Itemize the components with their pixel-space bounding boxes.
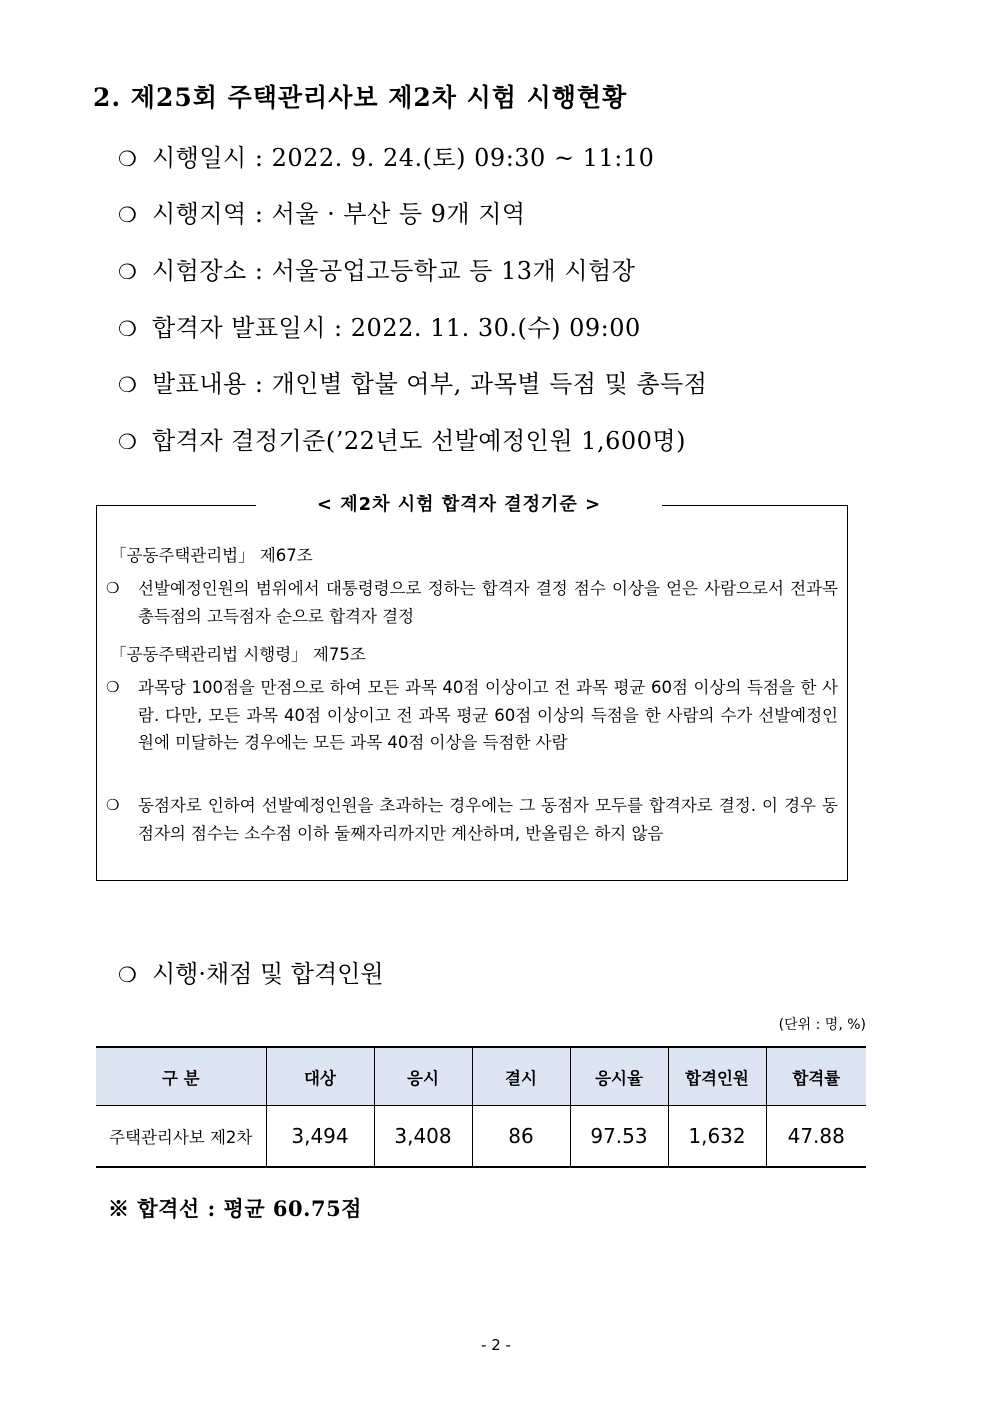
exam-venue-line (118, 251, 635, 286)
circle-bullet-icon: ❍ (118, 147, 138, 171)
column-header-applied: 응시 (374, 1047, 472, 1106)
circle-bullet-icon: ❍ (106, 579, 120, 597)
column-header-absent: 결시 (472, 1047, 570, 1106)
criteria-item-3 (106, 792, 838, 847)
table-row (96, 1106, 866, 1168)
cell-target: 3,494 (266, 1106, 374, 1168)
criteria-item-2 (106, 674, 838, 757)
section-heading: 2. 제25회 주택관리사보 제2차 시험 시행현황 (93, 83, 628, 112)
circle-bullet-icon: ❍ (118, 317, 138, 341)
exam-region-line (118, 194, 526, 229)
circle-bullet-icon: ❍ (118, 373, 138, 397)
law-reference-2: 「공동주택관리법 시행령」 제75조 (110, 645, 366, 664)
results-heading (118, 954, 384, 989)
criteria-item-1 (106, 575, 838, 630)
cell-applied: 3,408 (374, 1106, 472, 1168)
circle-bullet-icon: ❍ (118, 260, 138, 284)
page-number: - 2 - (481, 1336, 511, 1354)
cell-category: 주택관리사보 제2차 (96, 1106, 266, 1168)
column-header-target: 대상 (266, 1047, 374, 1106)
pass-criteria-line (118, 421, 686, 456)
table-header-row (96, 1047, 866, 1106)
column-header-passed: 합격인원 (668, 1047, 766, 1106)
criteria-item-1-text: 선발예정인원의 범위에서 대통령령으로 정하는 합격자 결정 점수 이상을 얻은 사람으로서 전과목 총득점의 고득점자 순으로 합격자 결정 (138, 579, 838, 626)
announcement-content-line (118, 364, 707, 399)
announcement-date-line (118, 308, 641, 343)
cell-passed: 1,632 (668, 1106, 766, 1168)
exam-venue-text: 시험장소 : 서울공업고등학교 등 13개 시험장 (152, 257, 636, 285)
circle-bullet-icon: ❍ (118, 430, 138, 454)
cell-attendance-rate: 97.53 (570, 1106, 668, 1168)
pass-line-note: ※ 합격선 : 평균 60.75점 (108, 1196, 362, 1221)
column-header-category: 구 분 (96, 1047, 266, 1106)
unit-note: (단위 : 명, %) (778, 1017, 866, 1033)
circle-bullet-icon: ❍ (118, 203, 138, 227)
column-header-pass-rate: 합격률 (766, 1047, 866, 1106)
results-heading-text: 시행·채점 및 합격인원 (152, 960, 384, 988)
circle-bullet-icon: ❍ (106, 796, 120, 814)
exam-region-text: 시행지역 : 서울 · 부산 등 9개 지역 (152, 200, 526, 228)
cell-absent: 86 (472, 1106, 570, 1168)
cell-pass-rate: 47.88 (766, 1106, 866, 1168)
exam-date-text: 시행일시 : 2022. 9. 24.(토) 09:30 ~ 11:10 (152, 144, 655, 172)
exam-date-line (118, 138, 654, 173)
criteria-item-2-text: 과목당 100점을 만점으로 하여 모든 과목 40점 이상이고 전 과목 평균 60점 이상의 득점을 한 사람. 다만, 모든 과목 40점 이상이고 전 과목 평균 60점 이상의 득점을 한 사람의 수가 선발예정인원에 미달하는 경우에는 모든 과목 40점 이상을 득점한 사람 (138, 678, 838, 752)
column-header-attendance-rate: 응시율 (570, 1047, 668, 1106)
announcement-date-text: 합격자 발표일시 : 2022. 11. 30.(수) 09:00 (152, 314, 641, 342)
circle-bullet-icon: ❍ (118, 963, 137, 987)
announcement-content-text: 발표내용 : 개인별 합불 여부, 과목별 득점 및 총득점 (152, 370, 708, 398)
circle-bullet-icon: ❍ (106, 678, 120, 696)
criteria-title: < 제2차 시험 합격자 결정기준 > (256, 490, 662, 516)
criteria-item-3-text: 동점자로 인하여 선발예정인원을 초과하는 경우에는 그 동점자 모두를 합격자로 결정. 이 경우 동점자의 점수는 소수점 이하 둘째자리까지만 계산하며, 반올림은 하지 않음 (138, 796, 838, 843)
pass-criteria-text: 합격자 결정기준(’22년도 선발예정인원 1,600명) (152, 427, 686, 455)
law-reference-1: 「공동주택관리법」 제67조 (110, 546, 313, 565)
results-table (96, 1046, 866, 1168)
